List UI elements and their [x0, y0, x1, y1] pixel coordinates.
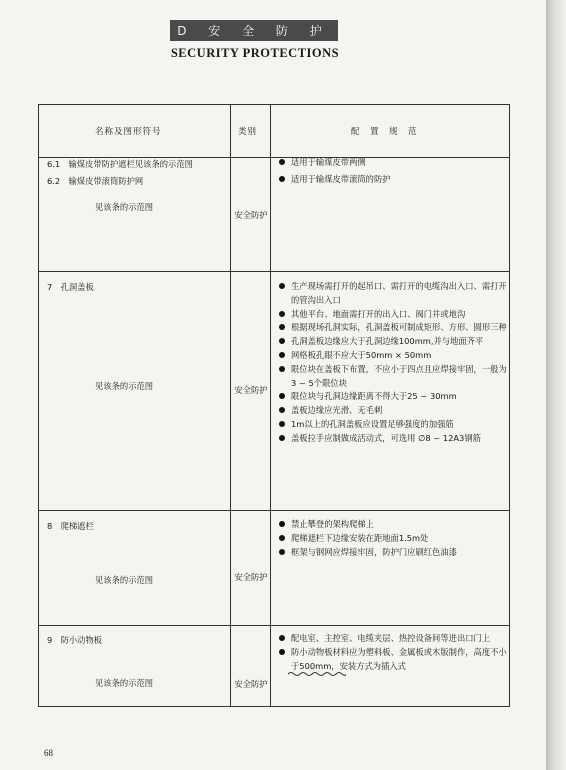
spec-item: 适用于输煤皮带两侧 [279, 156, 509, 170]
header-name: 名称及图形符号 [95, 127, 162, 137]
spec-item: 爬梯遮栏下边缘安装在距地面1.5m处 [279, 532, 509, 546]
row-category: 安全防护 [234, 210, 268, 220]
row-specs [279, 518, 509, 559]
spec-item: 盖板拉手应制做成活动式，可选用 ∅8 ~ 12A3钢筋 [279, 432, 509, 446]
spec-item: 根据现场孔洞实际，孔洞盖板可制成矩形、方形、圆形三种 [279, 321, 509, 335]
column-divider [270, 105, 271, 706]
bullet-icon [279, 521, 285, 527]
row-name: 6.1 输煤皮带防护遮栏见该条的示范图 [47, 159, 193, 169]
spec-item: 网格板孔眼不应大于50mm × 50mm [279, 349, 509, 363]
bullet-icon [279, 176, 285, 182]
spec-item: 盖板边缘应光滑、无毛刺 [279, 404, 509, 418]
spec-item: 防小动物板材料应为塑料板、金属板或木版制作，高度不小于500mm，安装方式为插入式 [279, 646, 509, 674]
bullet-icon [279, 407, 285, 413]
spec-item: 适用于输煤皮带滚筒的防护 [279, 173, 509, 187]
row-name: 8 爬梯遮栏 [47, 521, 94, 531]
section-banner: D 安 全 防 护 [170, 20, 338, 41]
row-note: 见该条的示范图 [95, 678, 154, 688]
row-note: 见该条的示范图 [95, 575, 154, 585]
row-category: 安全防护 [234, 572, 268, 582]
row-name: 7 孔洞盖板 [47, 282, 94, 292]
row-note: 见该条的示范图 [95, 202, 154, 212]
bullet-icon [279, 421, 285, 427]
bullet-icon [279, 311, 285, 317]
header-spec: 配 置 规 范 [351, 127, 418, 137]
spec-item: 禁止攀登的架构爬梯上 [279, 518, 509, 532]
section-subtitle: SECURITY PROTECTIONS [170, 46, 340, 60]
bullet-icon [279, 338, 285, 344]
spec-item: 1m以上的孔洞盖板应设置足够强度的加强筋 [279, 418, 509, 432]
bullet-icon [279, 393, 285, 399]
spec-item: 其他平台、地面需打开的出入口、阀门井或地沟 [279, 308, 509, 322]
row-specs [279, 280, 509, 446]
page-edge-shadow [546, 0, 566, 770]
spec-table [38, 104, 510, 707]
bullet-icon [279, 635, 285, 641]
row-divider [39, 271, 509, 272]
bullet-icon [279, 159, 285, 165]
bullet-icon [279, 324, 285, 330]
row-category: 安全防护 [234, 385, 268, 395]
bullet-icon [279, 283, 285, 289]
row-specs [279, 632, 509, 673]
bullet-icon [279, 549, 285, 555]
page-number: 68 [44, 748, 53, 758]
spec-item: 孔洞盖板边缘应大于孔洞边缘100mm,并与地面齐平 [279, 335, 509, 349]
row-name: 6.2 输煤皮带滚筒防护网 [47, 176, 144, 186]
spec-item: 配电室、主控室、电缆夹层、热控设备间等进出口门上 [279, 632, 509, 646]
spec-item: 生产现场需打开的起吊口、需打开的电缆沟出入口、需打开的管沟出入口 [279, 280, 509, 308]
spec-item: 框架与钢网应焊接牢固，防护门应刷红色油漆 [279, 546, 509, 560]
bullet-icon [279, 535, 285, 541]
bullet-icon [279, 366, 285, 372]
spec-item: 限位块在盖板下布置，不应小于四点且应焊接牢固，一般为3 ~ 5个限位块 [279, 363, 509, 391]
bullet-icon [279, 649, 285, 655]
row-category: 安全防护 [234, 679, 268, 689]
bullet-icon [279, 435, 285, 441]
row-divider [39, 510, 509, 511]
spec-item: 限位块与孔洞边缘距离不得大于25 ~ 30mm [279, 390, 509, 404]
bullet-icon [279, 352, 285, 358]
column-divider [230, 105, 231, 706]
header-category: 类别 [238, 127, 258, 137]
row-note: 见该条的示范图 [95, 381, 154, 391]
handwritten-underline-mark [288, 671, 346, 677]
row-name: 9 防小动物板 [47, 635, 103, 645]
row-divider [39, 625, 509, 626]
row-specs [279, 156, 509, 187]
